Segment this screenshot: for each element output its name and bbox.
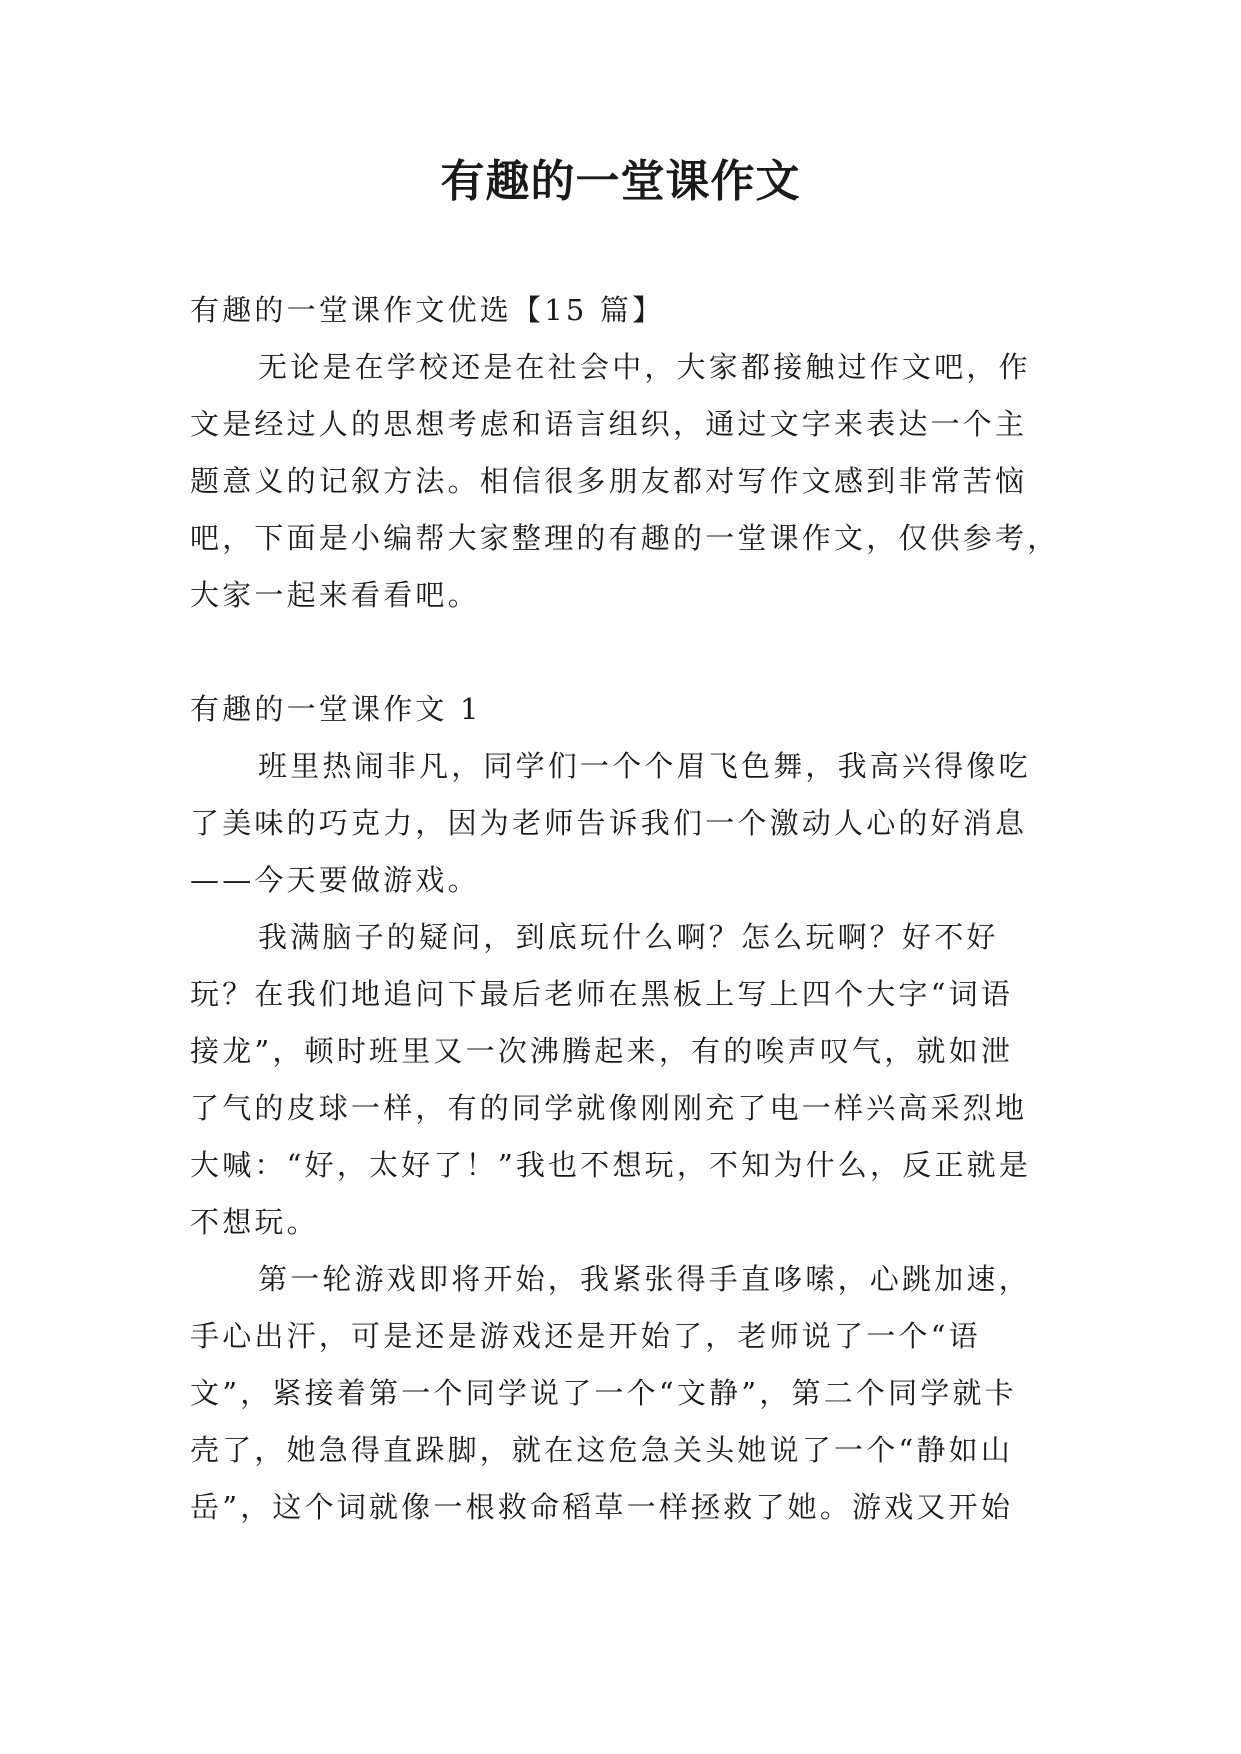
essay-line: 壳了，她急得直跺脚，就在这危急关头她说了一个“静如山 [190,1433,1014,1467]
document-body [190,282,1060,1536]
essay-line: 第一轮游戏即将开始，我紧张得手直哆嗦，心跳加速， [258,1262,1031,1296]
intro-line: 题意义的记叙方法。相信很多朋友都对写作文感到非常苦恼 [190,464,1028,498]
essay-line: 班里热闹非凡，同学们一个个眉飞色舞，我高兴得像吃 [258,749,1031,783]
section-spacer [190,624,1050,681]
essay-line: 了美味的巧克力，因为老师告诉我们一个激动人心的好消息 [190,806,1028,840]
intro-line: 大家一起来看看吧。 [190,578,480,612]
intro-line: 无论是在学校还是在社会中，大家都接触过作文吧，作 [258,350,1031,384]
essay-line: 大喊：“好，太好了！”我也不想玩，不知为什么，反正就是 [190,1148,1032,1182]
essay-line: ——今天要做游戏。 [190,863,480,897]
intro-line: 吧，下面是小编帮大家整理的有趣的一堂课作文，仅供参考， [190,521,1060,555]
essay-line: 岳”，这个词就像一根救命稻草一样拯救了她。游戏又开始 [190,1490,1014,1524]
essay-line: 玩？在我们地追问下最后老师在黑板上写上四个大字“词语 [190,977,1014,1011]
intro-line: 文是经过人的思想考虑和语言组织，通过文字来表达一个主 [190,407,1028,441]
document-title: 有趣的一堂课作文 [440,156,801,207]
intro-paragraph [190,339,1060,624]
document-subtitle: 有趣的一堂课作文优选【15 篇】 [190,293,665,327]
essay-paragraph-3 [190,1251,1050,1536]
essay-line: 不想玩。 [190,1205,319,1239]
essay-heading: 有趣的一堂课作文 1 [190,692,482,726]
essay-line: 手心出汗，可是还是游戏还是开始了，老师说了一个“语 [190,1319,981,1353]
essay-paragraph-2 [190,909,1050,1251]
essay-line: 接龙”，顿时班里又一次沸腾起来，有的唉声叹气，就如泄 [190,1034,1014,1068]
essay-line: 我满脑子的疑问，到底玩什么啊？怎么玩啊？好不好 [258,920,999,954]
essay-line: 文”，紧接着第一个同学说了一个“文静”，第二个同学就卡 [190,1376,1017,1410]
essay-paragraph-1 [190,738,1050,909]
essay-line: 了气的皮球一样，有的同学就像刚刚充了电一样兴高采烈地 [190,1091,1028,1125]
